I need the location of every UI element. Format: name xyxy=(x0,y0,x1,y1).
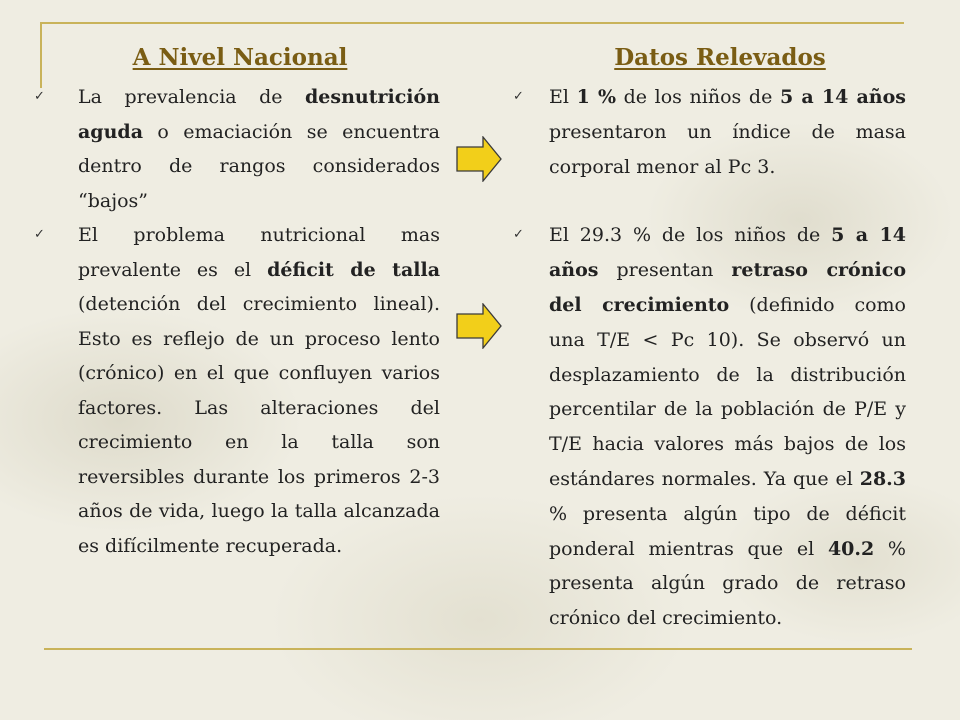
text-segment: % presenta algún tipo de déficit ponderal mientras que el xyxy=(549,502,906,560)
bold-text-segment: 1 % xyxy=(576,86,617,108)
text-segment: La prevalencia de xyxy=(78,86,306,108)
text-segment: (definido como una T/E < Pc 10). Se observó un desplazamiento de la distribución percentilar de la población de P/E y T/E hacia valores más bajos de los estándares normales. Ya que el xyxy=(549,293,906,490)
bold-text-segment: retraso crónico del crecimiento xyxy=(549,259,906,316)
right-arrow-icon xyxy=(456,136,502,182)
bold-text-segment: 5 a 14 años xyxy=(549,224,906,282)
right-arrow-icon xyxy=(456,303,502,349)
frame-bottom-line xyxy=(44,648,912,650)
checkmark-icon: ✓ xyxy=(34,89,45,104)
text-segment: El 29.3 % de los niños de xyxy=(549,224,832,247)
text-segment: de los niños de xyxy=(616,86,780,108)
text-segment: o emaciación se encuentra dentro de rangos considerados “bajos” xyxy=(78,120,440,212)
bold-text-segment: 40.2 xyxy=(827,537,875,560)
right-bullet-item xyxy=(513,80,906,184)
bold-text-segment: desnutrición aguda xyxy=(78,86,440,143)
right-bullet-item xyxy=(513,218,906,636)
right-column-title: Datos Relevados xyxy=(614,44,826,71)
left-column-list xyxy=(34,80,441,563)
checkmark-icon: ✓ xyxy=(34,227,45,242)
frame-top-line xyxy=(40,22,904,24)
text-segment: presentan xyxy=(598,259,732,282)
checkmark-icon: ✓ xyxy=(513,227,524,243)
text-segment: % presenta algún grado de retraso crónico del crecimiento. xyxy=(549,537,906,630)
text-segment: El xyxy=(549,86,577,108)
bold-text-segment: 28.3 xyxy=(859,467,906,490)
text-segment: (detención del crecimiento lineal). Esto es reflejo de un proceso lento (crónico) en el que confluyen varios factores. Las alteraciones del crecimiento en la talla son reversibles durante los primeros 2-3 años de vida, luego la talla alcanzada es difícilmente recuperada. xyxy=(78,293,440,557)
left-bullet-item xyxy=(34,80,440,218)
text-segment: presentaron un índice de masa corporal menor al Pc 3. xyxy=(549,120,906,178)
text-segment: El problema nutricional mas prevalente es el xyxy=(78,224,440,281)
frame-left-line xyxy=(40,22,42,88)
right-column-list xyxy=(513,80,906,636)
bold-text-segment: 5 a 14 años xyxy=(779,86,906,108)
checkmark-icon: ✓ xyxy=(513,89,524,104)
bold-text-segment: déficit de talla xyxy=(267,258,441,281)
left-bullet-item xyxy=(34,218,441,563)
left-column-title: A Nivel Nacional xyxy=(132,44,348,71)
